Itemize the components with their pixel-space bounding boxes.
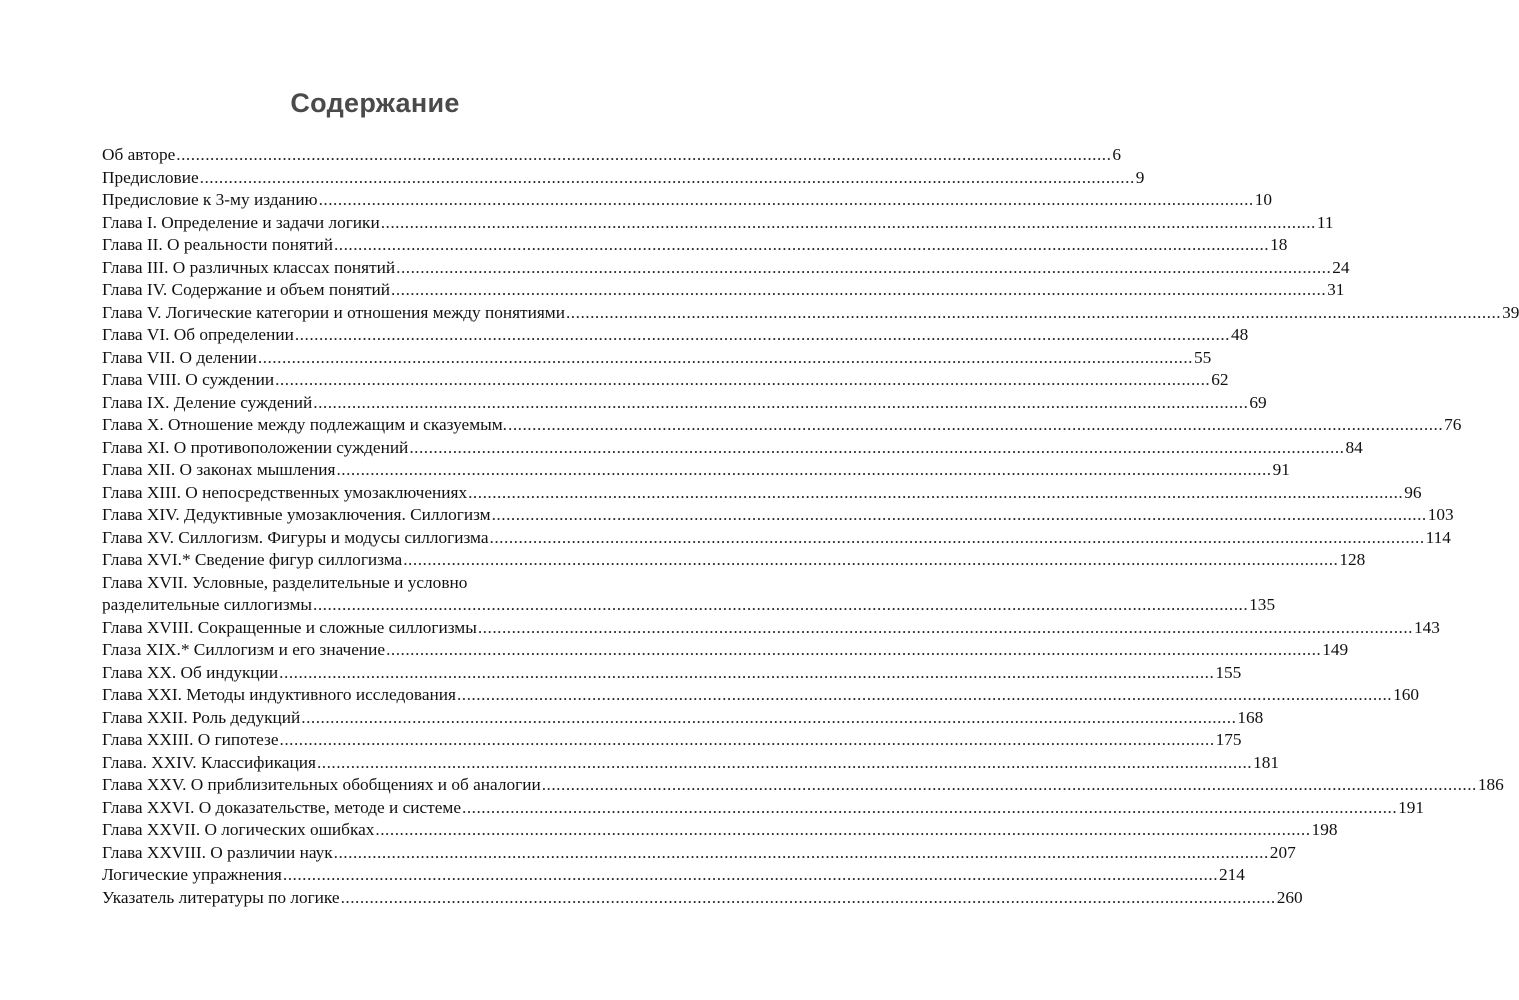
dot-leader — [317, 752, 1252, 775]
toc-entry-text: Глава XVI.* Сведение фигур силлогизма — [102, 550, 403, 569]
dot-leader — [468, 482, 1403, 505]
toc-entry-text: Глава IX. Деление суждений — [102, 392, 313, 412]
toc-entry-text: Глава XV. Силлогизм. Фигуры и модусы силлогизма — [102, 527, 489, 547]
toc-entry-text: Логические упражнения — [102, 865, 282, 884]
toc-entry[interactable] — [102, 752, 1280, 775]
toc-page-number: 128 — [1339, 550, 1366, 569]
dot-leader — [341, 887, 1276, 910]
toc-page-number: 10 — [1254, 190, 1272, 209]
dot-leader — [386, 639, 1321, 662]
toc-page-number: 160 — [1393, 685, 1420, 704]
toc-page-number: 6 — [1112, 145, 1122, 164]
dot-leader — [334, 234, 1269, 257]
toc-entry-text: Глава XVII. Условные, разделительные и условно — [102, 572, 468, 592]
dot-leader — [396, 257, 1331, 280]
dot-leader — [258, 347, 1193, 370]
toc-entry[interactable] — [102, 617, 1440, 640]
toc-page-number: 149 — [1322, 640, 1349, 659]
toc-entry[interactable] — [102, 302, 1519, 325]
dot-leader — [375, 819, 1310, 842]
toc-entry[interactable] — [102, 414, 1462, 437]
dot-leader — [490, 527, 1425, 550]
toc-entry-text: Глава XXVI. О доказательстве, методе и системе — [102, 797, 461, 817]
toc-entry[interactable] — [102, 459, 1290, 482]
toc-entry-text: Глава V. Логические категории и отношения между понятиями — [102, 302, 565, 322]
toc-entry-text: Глава IV. Содержание и объем понятий — [102, 280, 390, 299]
dot-leader — [280, 729, 1215, 752]
toc-page-number: 48 — [1231, 325, 1249, 344]
toc-entry-text: Глава III. О различных классах понятий — [102, 257, 396, 277]
dot-leader — [279, 662, 1214, 685]
toc-entry-text: Предисловие — [102, 167, 199, 187]
dot-leader — [409, 437, 1344, 460]
toc-entry-text: Глава XIII. О непосредственных умозаключениях — [102, 482, 468, 502]
dot-leader — [275, 369, 1210, 392]
toc-entry-text: Предисловие к 3-му изданию — [102, 190, 318, 209]
dot-leader — [176, 144, 1111, 167]
toc-entry[interactable] — [102, 549, 1366, 572]
toc-page-number: 39 — [1502, 302, 1519, 322]
toc-entry[interactable] — [102, 684, 1420, 707]
toc-entry-text: Глава VII. О делении — [102, 347, 257, 367]
toc-entry-text: Глава XXIII. О гипотезе — [102, 730, 279, 749]
toc-entry-text: Глава XXII. Роль дедукций — [102, 707, 301, 727]
toc-entry-text: Глава VIII. О суждении — [102, 370, 275, 389]
dot-leader — [492, 504, 1427, 527]
toc-entry-continuation[interactable] — [102, 572, 652, 595]
toc-entry[interactable] — [102, 234, 1288, 257]
toc-page-number: 191 — [1398, 797, 1425, 817]
toc-page-number: 135 — [1249, 595, 1276, 614]
toc-page-number: 103 — [1427, 505, 1454, 524]
toc-entry-text: разделительные силлогизмы — [102, 595, 313, 614]
table-of-contents — [102, 144, 1519, 909]
toc-entry[interactable] — [102, 167, 1145, 190]
dot-leader — [478, 617, 1413, 640]
toc-page-number: 31 — [1327, 280, 1345, 299]
toc-page-number: 96 — [1404, 482, 1422, 502]
page-title: Содержание — [290, 88, 460, 118]
toc-page-number: 198 — [1311, 820, 1338, 839]
toc-entry-text: Глава XXVIII. О различии наук — [102, 842, 333, 862]
toc-page-number: 69 — [1249, 392, 1267, 412]
toc-page-number: 260 — [1276, 887, 1303, 907]
toc-entry[interactable] — [102, 369, 1229, 392]
toc-entry-text: Глава XXV. О приблизительных обобщениях и об аналогии — [102, 775, 541, 794]
toc-entry[interactable] — [102, 392, 1267, 415]
toc-page-number: 76 — [1444, 415, 1462, 434]
toc-page-number: 91 — [1272, 460, 1290, 479]
toc-entry-text: Глава XXVII. О логических ошибках — [102, 820, 375, 839]
toc-entry[interactable] — [102, 212, 1334, 235]
toc-entry[interactable] — [102, 527, 1451, 550]
toc-entry[interactable] — [102, 279, 1345, 302]
dot-leader — [283, 864, 1218, 887]
dot-leader — [508, 414, 1443, 437]
dot-leader — [313, 392, 1248, 415]
toc-entry[interactable] — [102, 639, 1349, 662]
toc-entry-text: Глаза XIX.* Силлогизм и его значение — [102, 640, 386, 659]
dot-leader — [457, 684, 1392, 707]
toc-page-number: 11 — [1316, 212, 1334, 232]
toc-page-number: 55 — [1193, 347, 1212, 367]
toc-entry[interactable] — [102, 729, 1242, 752]
toc-page-number: 84 — [1345, 437, 1363, 457]
toc-page-number: 18 — [1270, 235, 1288, 254]
dot-leader — [336, 459, 1271, 482]
toc-page-number: 9 — [1135, 167, 1145, 187]
toc-entry[interactable] — [102, 257, 1350, 280]
toc-entry-text: Глава XX. Об индукции — [102, 662, 279, 682]
toc-entry-text: Глава. XXIV. Классификация — [102, 752, 316, 772]
toc-entry[interactable] — [102, 437, 1363, 460]
toc-entry[interactable] — [102, 504, 1454, 527]
toc-entry-text: Об авторе — [102, 145, 176, 164]
toc-page-number: 186 — [1477, 775, 1504, 794]
toc-page-number: 168 — [1237, 707, 1264, 727]
dot-leader — [295, 324, 1230, 347]
toc-entry-text: Глава VI. Об определении — [102, 325, 294, 344]
toc-entry-text: Глава I. Определение и задачи логики — [102, 212, 380, 232]
toc-entry[interactable] — [102, 662, 1242, 685]
toc-entry[interactable] — [102, 774, 1504, 797]
toc-entry[interactable] — [102, 797, 1425, 820]
toc-entry[interactable] — [102, 819, 1338, 842]
toc-entry[interactable] — [102, 594, 1276, 617]
toc-entry[interactable] — [102, 842, 1296, 865]
toc-entry[interactable] — [102, 864, 1245, 887]
toc-page-number: 62 — [1211, 370, 1229, 389]
toc-entry-text: Глава XII. О законах мышления — [102, 460, 336, 479]
toc-entry-text: Глава XXI. Методы индуктивного исследования — [102, 685, 456, 704]
toc-entry[interactable] — [102, 144, 1122, 167]
dot-leader — [542, 774, 1477, 797]
toc-page-number: 214 — [1219, 865, 1245, 884]
toc-page-number: 24 — [1332, 257, 1350, 277]
dot-leader — [334, 842, 1269, 865]
toc-entry[interactable] — [102, 324, 1249, 347]
dot-leader — [462, 797, 1397, 820]
dot-leader — [566, 302, 1501, 325]
toc-entry-text: Глава XI. О противоположении суждений — [102, 437, 409, 457]
dot-leader — [381, 212, 1316, 235]
toc-entry-text: Указатель литературы по логике — [102, 887, 340, 907]
toc-page-number: 207 — [1269, 842, 1296, 862]
dot-leader — [200, 167, 1135, 190]
toc-entry-text: Глава X. Отношение между подлежащим и сказуемым. — [102, 415, 508, 434]
toc-entry-text: Глава II. О реальности понятий — [102, 235, 333, 254]
toc-entry[interactable] — [102, 347, 1212, 370]
dot-leader — [403, 549, 1338, 572]
toc-entry-text: Глава XIV. Дедуктивные умозаключения. Силлогизм — [102, 505, 491, 524]
dot-leader — [391, 279, 1326, 302]
toc-page-number: 155 — [1215, 662, 1242, 682]
toc-entry[interactable] — [102, 482, 1422, 505]
toc-page-number: 181 — [1253, 752, 1280, 772]
toc-page-number: 143 — [1414, 617, 1440, 637]
toc-page-number: 114 — [1425, 527, 1451, 547]
toc-entry[interactable] — [102, 707, 1264, 730]
toc-entry[interactable] — [102, 189, 1272, 212]
toc-page-number: 175 — [1215, 730, 1242, 749]
toc-entry-text: Глава XVIII. Сокращенные и сложные силлогизмы — [102, 617, 477, 637]
dot-leader — [319, 189, 1254, 212]
toc-entry[interactable] — [102, 887, 1303, 910]
dot-leader — [313, 594, 1248, 617]
dot-leader — [301, 707, 1236, 730]
